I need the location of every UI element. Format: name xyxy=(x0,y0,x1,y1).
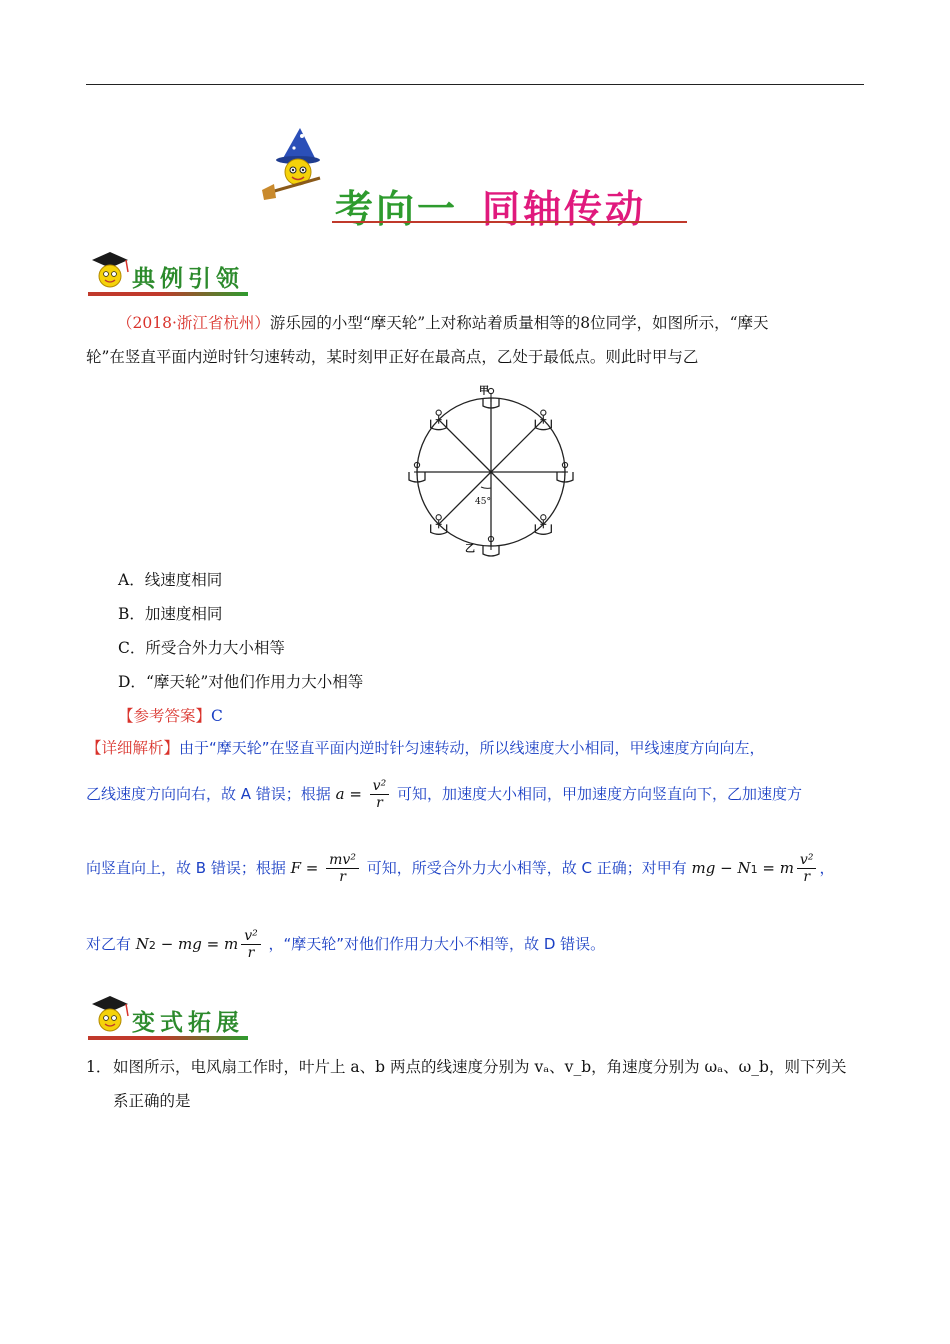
page-title: 考向一 同轴传动 xyxy=(335,186,647,231)
option-d: D．“摩天轮”对他们作用力大小相等 xyxy=(118,673,364,691)
option-c: C．所受合外力大小相等 xyxy=(118,639,285,657)
question-1: 1． 如图所示，电风扇工作时，叶片上 a、b 两点的线速度分别为 vₐ、v_b，角速度分别为 ωₐ、ω_b，则下列关 系正确的是 xyxy=(86,1058,847,1110)
option-b: B．加速度相同 xyxy=(118,605,223,623)
header-rule xyxy=(86,84,864,85)
scholar-mascot-icon xyxy=(86,248,132,294)
wizard-mascot-icon xyxy=(260,122,340,202)
scholar-mascot-icon xyxy=(86,992,132,1038)
angle-label: 45° xyxy=(475,497,491,507)
title-underline xyxy=(332,221,687,223)
question-text: （2018·浙江省杭州）游乐园的小型“摩天轮”上对称站着质量相等的8位同学，如图所示，“摩天 轮”在竖直平面内逆时针匀速转动，某时刻甲正好在最高点，乙处于最低点。则此时甲与乙 xyxy=(86,314,769,366)
analysis-line-3: 向竖直向上，故 B 错误；根据 F = $\frac{\text{mv²}}{r}$ 可知，所受合外力大小相等，故 C 正确；对甲有 mg − N1 = m $\frac{\text{v²}}{r}$ ， xyxy=(86,852,835,885)
ferris-wheel-figure xyxy=(401,380,581,560)
section-underline xyxy=(88,1036,248,1040)
question-source: （2018·浙江省杭州） xyxy=(117,314,270,332)
section-underline xyxy=(88,292,248,296)
option-a: A．线速度相同 xyxy=(118,571,223,589)
analysis-line-1: 【详细解析】由于“摩天轮”在竖直平面内逆时针匀速转动，所以线速度大小相同，甲线速度方向向左， xyxy=(86,739,765,757)
section-heading-example: 典例引领 xyxy=(86,248,286,298)
section-heading-variation: 变式拓展 xyxy=(86,992,286,1042)
label-yi: 乙 xyxy=(465,544,475,555)
wheel-spoke xyxy=(491,472,543,524)
analysis-line-4: 对乙有 N2 − mg = m $\frac{\text{v²}}{r}$ ，“摩天轮”对他们作用力大小不相等，故 D 错误。 xyxy=(86,928,606,961)
label-jia: 甲 xyxy=(479,386,489,397)
reference-answer: 【参考答案】C xyxy=(118,707,223,725)
analysis-line-2: 乙线速度方向向右，故 A 错误；根据 a = $\frac{\text{v²}}{r}$ 可知，加速度大小相同，甲加速度方向竖直向下，乙加速度方 xyxy=(86,778,802,811)
title-block xyxy=(260,122,700,231)
